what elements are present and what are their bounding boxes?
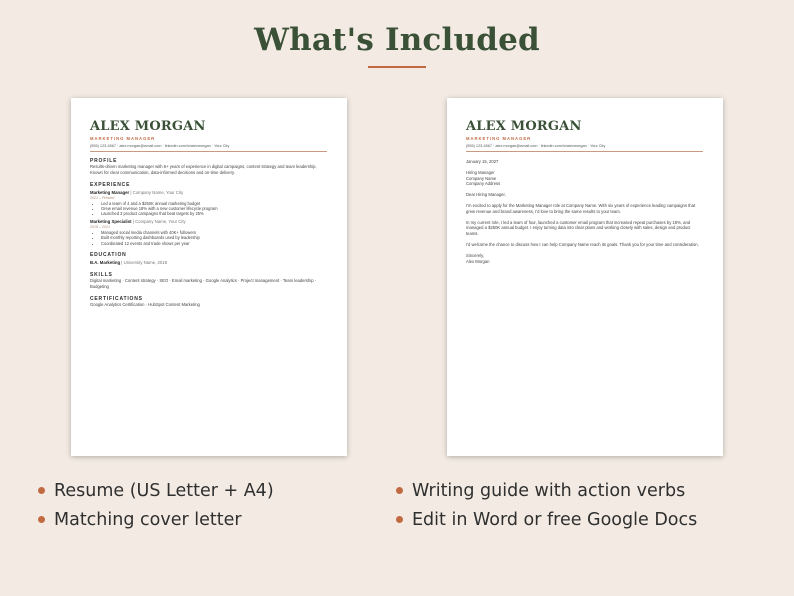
resume-contact: (555) 123-4567 · alex.morgan@email.com · linkedin.com/in/alexmorgan · Your City xyxy=(90,144,230,148)
page-title: What's Included xyxy=(254,22,540,58)
list-item: • Launched 3 product campaigns that beat targets by 25% xyxy=(101,211,327,216)
list-item: • Managed social media channels with 40K+ followers xyxy=(101,230,327,235)
letter-signoff xyxy=(466,253,703,265)
letter-date: January 15, 2027 xyxy=(466,159,499,164)
skills-text: Digital marketing · Content strategy · SEO · Email marketing · Google Analytics · Project management · Team leadership · Budgeting xyxy=(90,278,317,289)
letter-body xyxy=(466,159,703,264)
list-item: • Led a team of 4 and a $250K annual marketing budget xyxy=(101,201,327,206)
letter-divider xyxy=(466,151,703,152)
experience-heading: EXPERIENCE xyxy=(90,181,131,188)
recipient-line: Company Name xyxy=(466,175,497,181)
cover-letter-preview xyxy=(447,98,723,456)
letter-role: MARKETING MANAGER xyxy=(466,136,532,141)
letter-greeting: Dear Hiring Manager, xyxy=(466,192,506,198)
job-title: Marketing Specialist xyxy=(90,218,132,224)
feature-label: Edit in Word or free Google Docs xyxy=(412,510,698,530)
letter-recipient xyxy=(466,170,703,187)
resume-preview xyxy=(71,98,347,456)
resume-name: ALEX MORGAN xyxy=(90,119,206,134)
letter-signature: Alex Morgan xyxy=(466,258,490,264)
degree: B.A. Marketing xyxy=(90,260,121,266)
school: | University Name, 2018 xyxy=(121,260,168,266)
job-company: | Company Name, Your City xyxy=(132,218,186,224)
profile-heading: PROFILE xyxy=(90,158,118,164)
education-heading: EDUCATION xyxy=(90,252,127,259)
bullet-dot-icon xyxy=(38,516,45,523)
feature-label: Writing guide with action verbs xyxy=(412,481,686,501)
job-dates: 2018 – 2021 xyxy=(90,224,110,229)
recipient-line: Company Address xyxy=(466,181,501,187)
letter-paragraph: In my current role, I led a team of four, launched a customer email program that increased repeat purchases by 18%, and managed a $250K annual budget. I enjoy turning data into clear plans and working closely with sales, design and product teams. xyxy=(466,219,691,237)
bullet-dot-icon xyxy=(38,487,45,494)
certifications-text: Google Analytics Certification · HubSpot Content Marketing xyxy=(90,301,200,307)
title-underline xyxy=(368,66,426,68)
feature-label: Matching cover letter xyxy=(54,510,242,530)
recipient-line: Hiring Manager xyxy=(466,169,495,175)
bullet-dot-icon xyxy=(396,516,403,523)
job-company: | Company Name, Your City xyxy=(130,189,184,195)
job-bullets xyxy=(90,230,327,246)
list-item: • Built monthly reporting dashboards used by leadership xyxy=(101,235,327,240)
profile-text: Results-driven marketing manager with 6+ years of experience in digital campaigns, content strategy and team leadership. Known for clear communication, data-informed decisions and on-time delivery. xyxy=(90,164,317,175)
list-item: • Coordinated 12 events and trade shows per year xyxy=(101,241,327,246)
job-title: Marketing Manager xyxy=(90,189,130,195)
job-bullets xyxy=(90,201,327,217)
features-list xyxy=(0,480,794,540)
letter-closing: Sincerely, xyxy=(466,252,485,258)
feature-label: Resume (US Letter + A4) xyxy=(54,481,274,501)
letter-paragraph: I'd welcome the chance to discuss how I can help Company Name reach its goals. Thank you for your time and consideration. xyxy=(466,241,699,247)
letter-paragraph: I'm excited to apply for the Marketing Manager role at Company Name. With six years of experience leading campaigns that grew revenue and brand awareness, I'd love to bring the same results to your team. xyxy=(466,202,696,214)
resume-divider xyxy=(90,151,327,152)
skills-heading: SKILLS xyxy=(90,272,113,279)
education-entry xyxy=(90,260,327,266)
list-item: • Grew email revenue 18% with a new customer lifecycle program xyxy=(101,206,327,211)
certifications-heading: CERTIFICATIONS xyxy=(90,295,143,302)
job-dates: 2021 – Present xyxy=(90,195,115,200)
resume-role: MARKETING MANAGER xyxy=(90,136,156,141)
letter-name: ALEX MORGAN xyxy=(466,119,582,134)
bullet-dot-icon xyxy=(396,487,403,494)
letter-contact: (555) 123-4567 · alex.morgan@email.com · linkedin.com/in/alexmorgan · Your City xyxy=(466,144,606,148)
